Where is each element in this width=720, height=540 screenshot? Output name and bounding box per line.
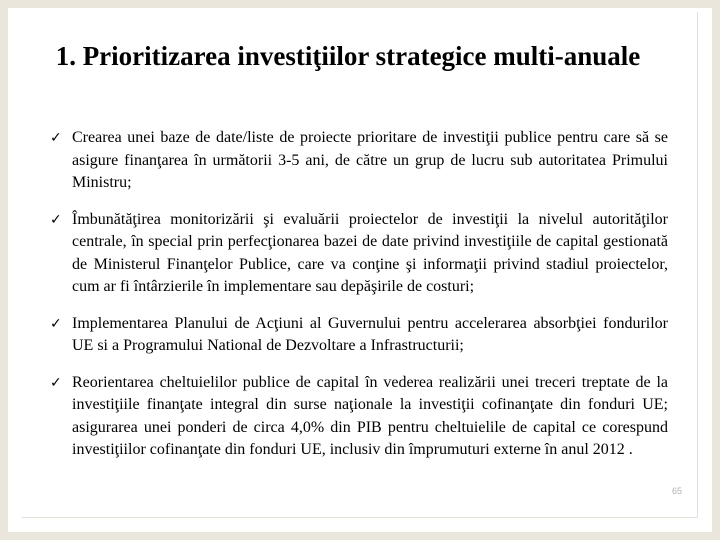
check-icon: ✓ <box>50 130 62 146</box>
check-icon: ✓ <box>50 211 62 228</box>
check-icon: ✓ <box>50 315 62 332</box>
bullet-text: Crearea unei baze de date/liste de proiecte prioritare de investiţii publice pentru care să se asigure finanţarea în următorii 3-5 ani, de către un grup de lucru sub autoritatea Primului Ministru; <box>72 129 668 191</box>
page-number: 65 <box>671 486 682 496</box>
bullet-item <box>50 209 668 299</box>
bullet-text: Reorientarea cheltuielilor publice de capital în vederea realizării unei treceri treptate de la investiţiile finanţate integral din surse naţionale la investiţii cofinanţate din fonduri UE; asigurarea unei ponderi de circa 4,0% din PIB pentru cheltuielile de capital ce corespund investiţiilor cofinanţate din fonduri UE, inclusiv din împrumuturi externe în anul 2012 . <box>72 373 668 458</box>
bullet-text: Implementarea Planului de Acţiuni al Guvernului pentru accelerarea absorbţiei fondurilor UE si a Programului National de Dezvoltare a Infrastructurii; <box>72 314 668 354</box>
bullet-list <box>50 127 668 476</box>
bullet-item <box>50 372 668 462</box>
check-icon: ✓ <box>50 374 62 391</box>
bullet-item <box>50 127 668 195</box>
bullet-text: Îmbunătăţirea monitorizării şi evaluării proiectelor de investiţii la nivelul autorităţilor centrale, în special prin perfecţionarea bazei de date privind investiţiile de capital gestionată de Ministerul Finanţelor Publice, care va conţine şi informaţii privind stadiul proiectelor, cum ar fi întârzierile în implementare sau depăşirile de costuri; <box>72 210 668 295</box>
slide-title: 1. Prioritizarea investiţiilor strategice multi-anuale <box>55 41 641 71</box>
bullet-item <box>50 313 668 358</box>
